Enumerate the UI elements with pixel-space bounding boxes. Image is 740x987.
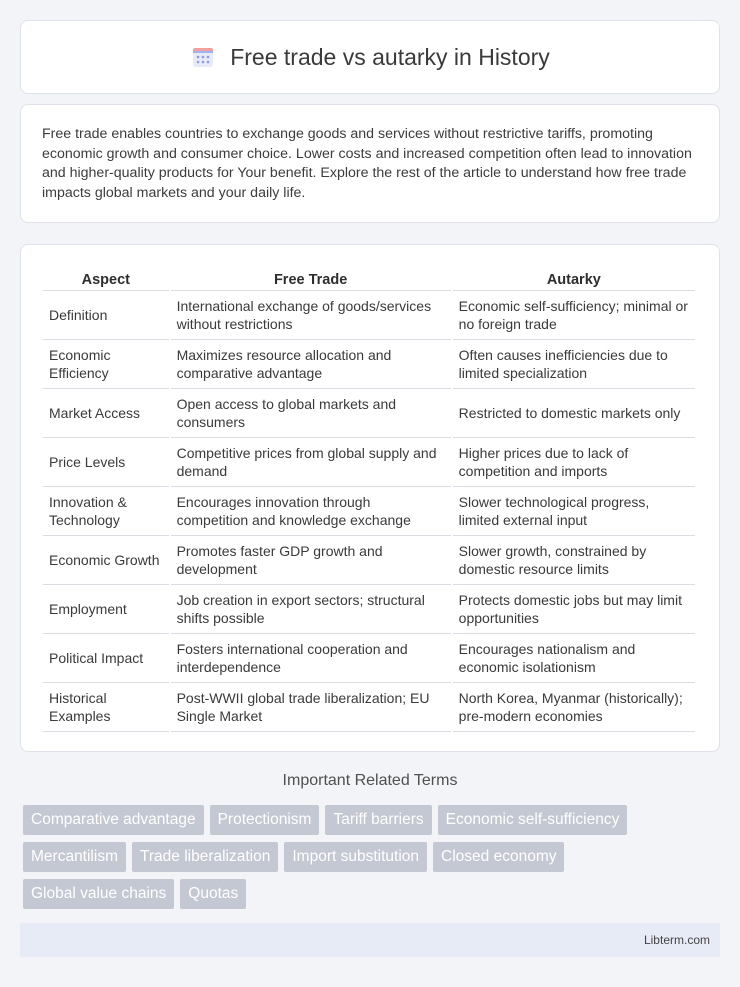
tag-closed-economy[interactable]: Closed economy [433,842,564,872]
cell-aspect: Innovation & Technology [43,486,169,535]
table-row [43,486,695,535]
header-card [20,20,720,94]
cell-free-trade: Encourages innovation through competition and knowledge exchange [171,486,451,535]
footer [20,923,720,957]
tag-protectionism[interactable]: Protectionism [210,805,320,835]
cell-free-trade: Post-WWII global trade liberalization; EU Single Market [171,682,451,732]
cell-aspect: Price Levels [43,437,169,486]
table-row [43,388,695,437]
cell-free-trade: Fosters international cooperation and interdependence [171,633,451,682]
cell-autarky: Restricted to domestic markets only [453,388,695,437]
cell-free-trade: International exchange of goods/services without restrictions [171,290,451,339]
cell-autarky: Economic self-sufficiency; minimal or no foreign trade [453,290,695,339]
related-terms-tags [23,805,723,916]
table-row [43,437,695,486]
comparison-table-card [20,244,720,752]
table-row [43,633,695,682]
cell-autarky: North Korea, Myanmar (historically); pre-modern economies [453,682,695,732]
header-aspect: Aspect [81,271,130,288]
cell-autarky: Higher prices due to lack of competition and imports [453,437,695,486]
tag-quotas[interactable]: Quotas [180,879,246,909]
table-header-row [43,263,695,290]
document-calendar-icon [190,44,216,70]
intro-text: Free trade enables countries to exchange goods and services without restrictive tariffs, promoting economic growth and consumer choice. Lower costs and increased competition often lead to innovation and higher-quality products for Your benefit. Explore the rest of the article to understand how free trade impacts global markets and your daily life. [42,126,692,201]
cell-autarky: Slower technological progress, limited external input [453,486,695,535]
table-row [43,535,695,584]
header-free-trade: Free Trade [273,271,348,288]
cell-free-trade: Maximizes resource allocation and comparative advantage [171,339,451,388]
tag-comparative-advantage[interactable]: Comparative advantage [23,805,204,835]
tag-economic-self-sufficiency[interactable]: Economic self-sufficiency [438,805,628,835]
table-row [43,339,695,388]
cell-aspect: Economic Growth [43,535,169,584]
cell-aspect: Market Access [43,388,169,437]
table-row [43,290,695,339]
cell-aspect: Definition [43,290,169,339]
related-terms-title: Important Related Terms [282,772,458,789]
intro-card [20,104,720,223]
cell-autarky: Often causes inefficiencies due to limited specialization [453,339,695,388]
header-autarky: Autarky [546,271,601,288]
tag-global-value-chains[interactable]: Global value chains [23,879,174,909]
footer-site-link[interactable]: Libterm.com [643,933,710,947]
cell-aspect: Historical Examples [43,682,169,732]
cell-free-trade: Promotes faster GDP growth and development [171,535,451,584]
cell-autarky: Protects domestic jobs but may limit opportunities [453,584,695,633]
cell-free-trade: Competitive prices from global supply and demand [171,437,451,486]
cell-free-trade: Job creation in export sectors; structural shifts possible [171,584,451,633]
comparison-table [41,263,697,732]
tag-tariff-barriers[interactable]: Tariff barriers [325,805,431,835]
cell-autarky: Encourages nationalism and economic isolationism [453,633,695,682]
cell-aspect: Political Impact [43,633,169,682]
cell-autarky: Slower growth, constrained by domestic resource limits [453,535,695,584]
cell-aspect: Employment [43,584,169,633]
cell-free-trade: Open access to global markets and consumers [171,388,451,437]
tag-mercantilism[interactable]: Mercantilism [23,842,126,872]
tag-import-substitution[interactable]: Import substitution [284,842,427,872]
cell-aspect: Economic Efficiency [43,339,169,388]
tag-trade-liberalization[interactable]: Trade liberalization [132,842,278,872]
table-row [43,584,695,633]
table-row [43,682,695,732]
page-title: Free trade vs autarky in History [230,43,550,70]
